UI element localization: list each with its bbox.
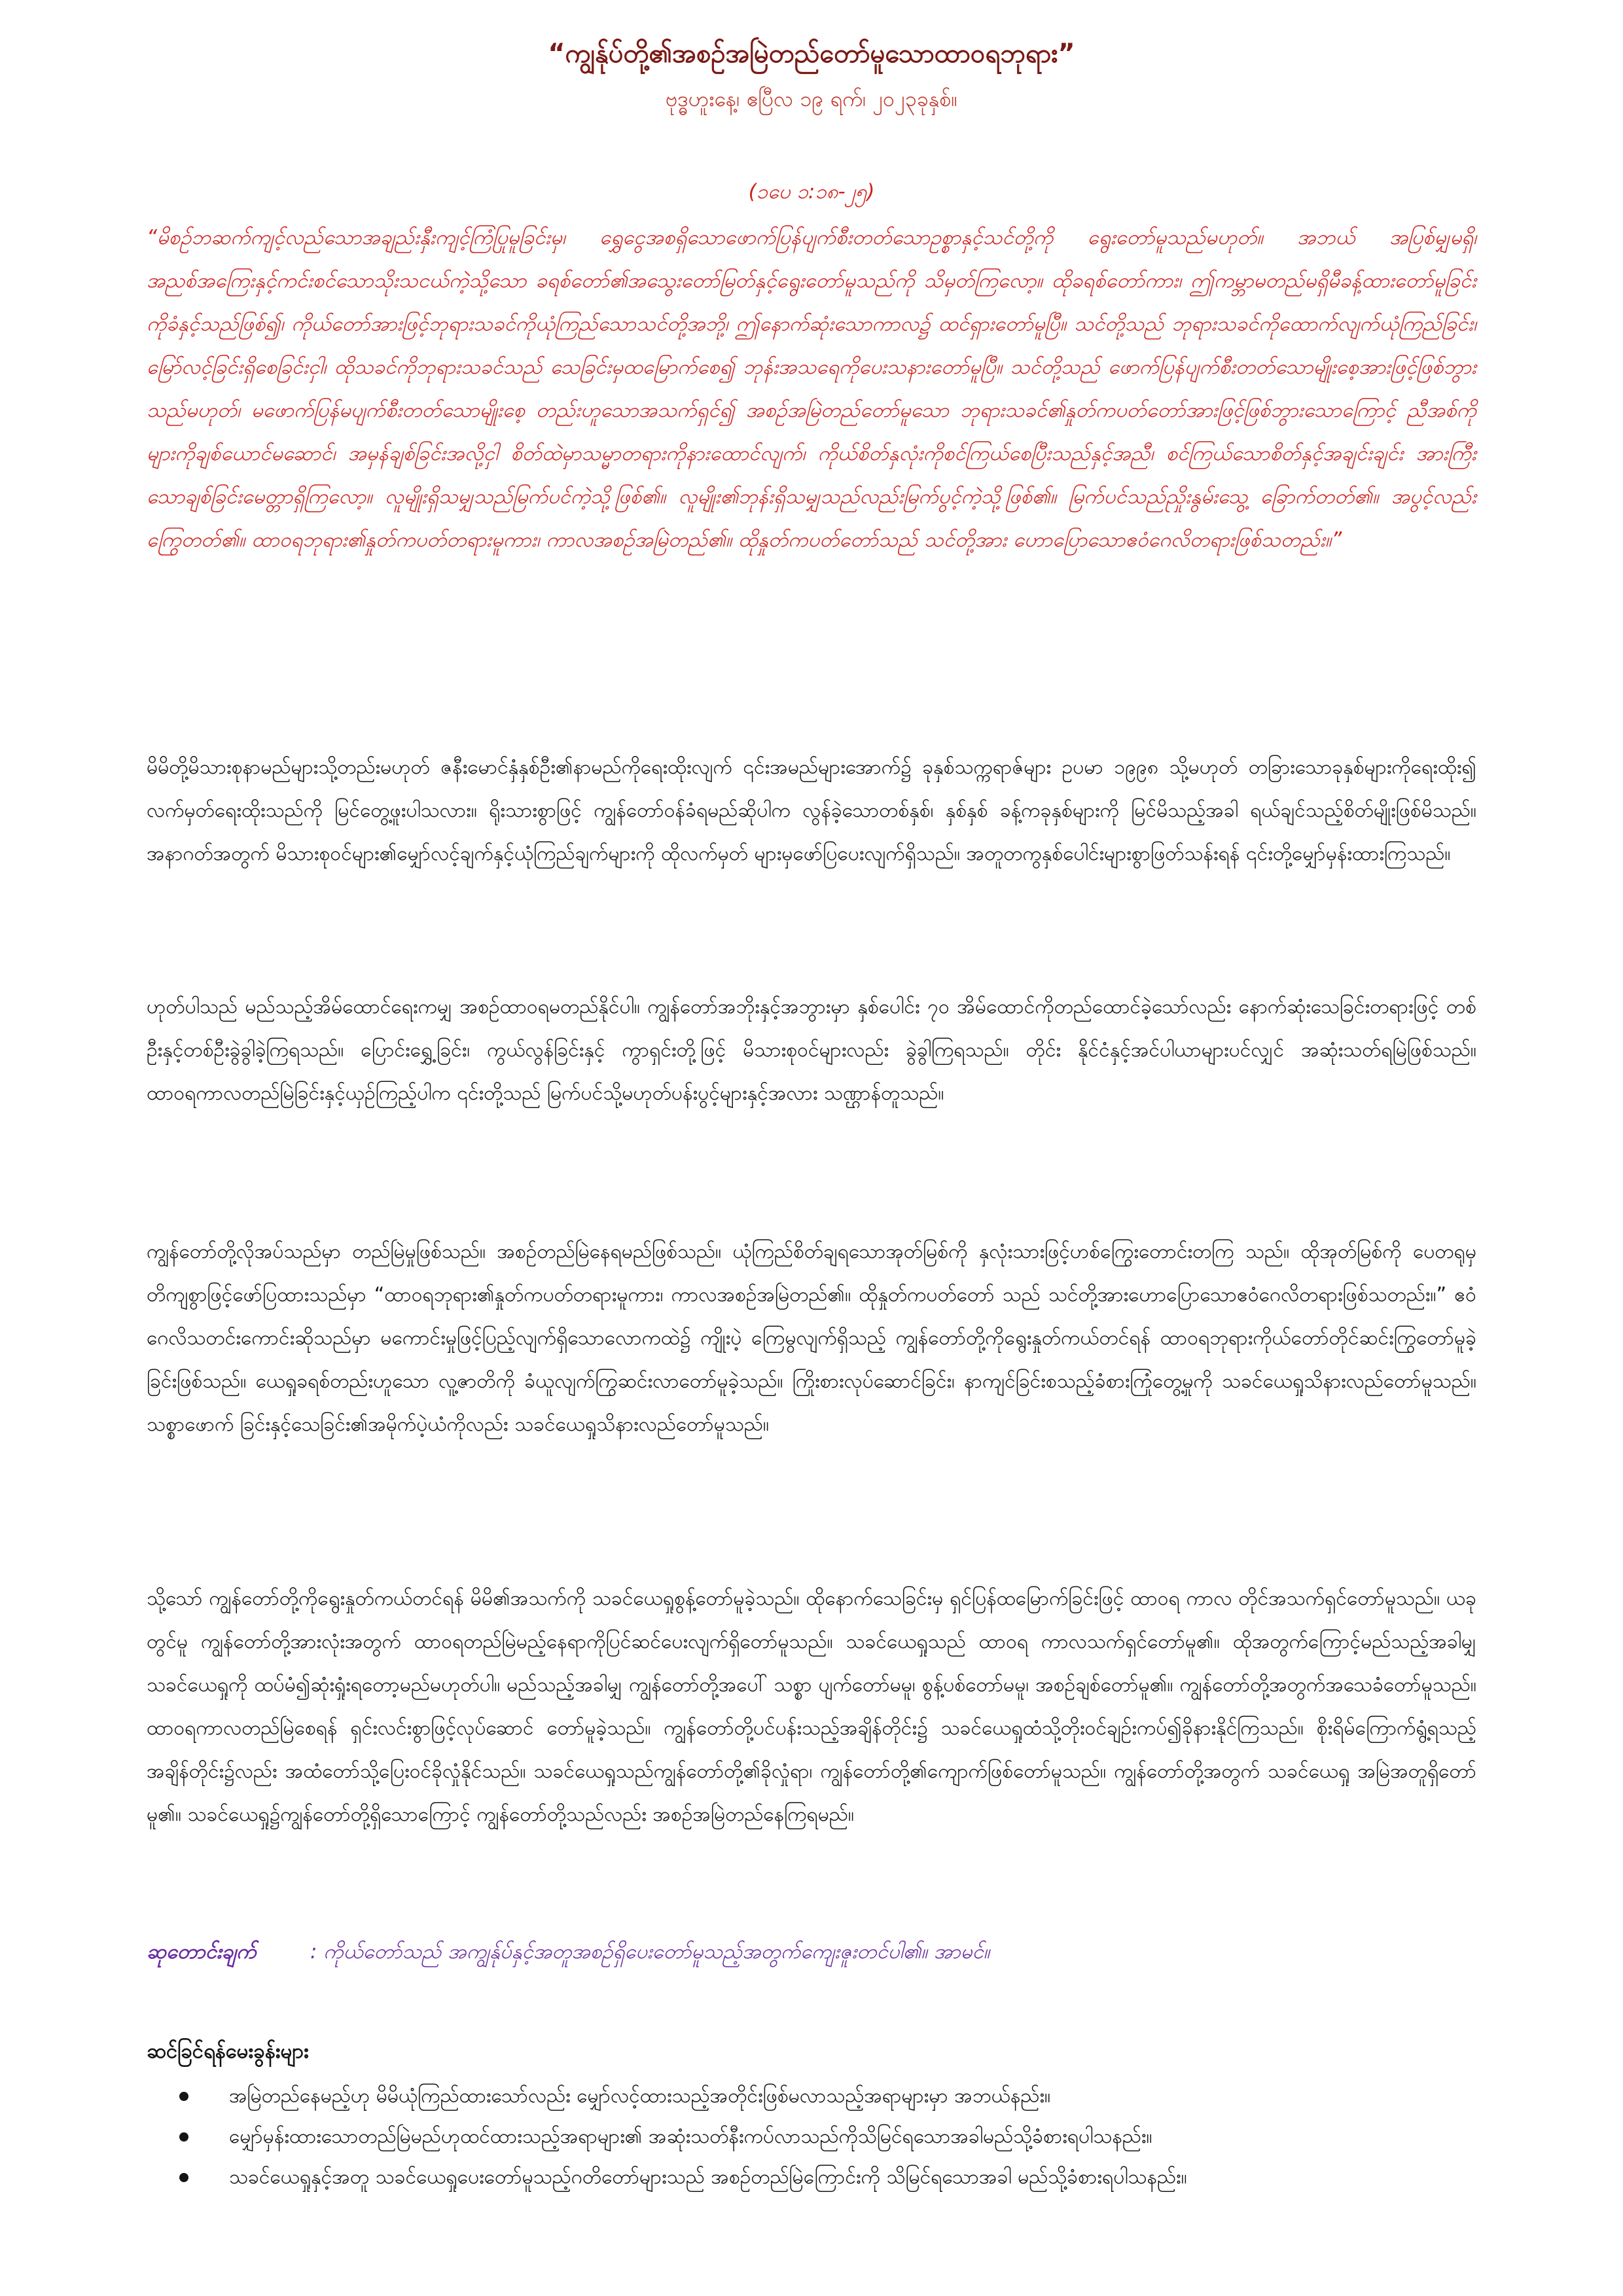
body-paragraph-2: ဟုတ်ပါသည် မည်သည့်အိမ်ထောင်ရေးကမျှ အစဉ်ထာဝရမတည်နိုင်ပါ။ ကျွန်တော်အဘိုးနှင့်အဘွားမှာ နှစ်ပေါင်း ၇၀ အိမ်ထောင်ကိုတည်ထောင်ခဲ့သော်လည်း နောက်ဆုံးသေခြင်းတရားဖြင့် တစ်ဦးနှင့်တစ်ဦးခွဲခွါခဲ့ကြရသည်။ ပြောင်းရွှေ့ခြင်း၊ ကွယ်လွန်ခြင်းနှင့် ကွာရှင်းတို့ဖြင့် မိသားစုဝင်များလည်း ခွဲခွါကြရသည်။ တိုင်း နိုင်ငံနှင့်အင်ပါယာများပင်လျှင် အဆုံးသတ်ရမြဲဖြစ်သည်။ ထာဝရကာလတည်မြဲခြင်းနှင့်ယှဉ်ကြည့်ပါက ၎င်းတို့သည် မြက်ပင်သို့မဟုတ်ပန်းပွင့်များနှင့်အလား သဏ္ဌာန်တူသည်။ xyxy=(147,996,1476,1105)
question-item xyxy=(147,2076,1476,2117)
question-item xyxy=(147,2117,1476,2157)
question-text: မျှော်မှန်းထားသောတည်မြဲမည်ဟုထင်ထားသည့်အရာများ၏ အဆုံးသတ်နီးကပ်လာသည်ကိုသိမြင်ရသောအခါမည်သို့ခံစားရပါသနည်း။ xyxy=(229,2125,1152,2148)
bullet-icon xyxy=(179,2092,188,2101)
questions-heading: ဆင်ခြင်ရန်မေးခွန်းများ xyxy=(147,2039,309,2063)
date-line: ဗုဒ္ဓဟူးနေ့၊ ဧပြီလ ၁၉ ရက်၊ ၂၀၂၃ခုနှစ်။ xyxy=(665,86,958,111)
scripture-reference: (၁ပေ ၁:၁၈-၂၅) xyxy=(748,180,875,204)
prayer-text: : ကိုယ်တော်သည် အကျွန်ုပ်နှင့်အတူအစဉ်ရှိပေးတော်မူသည့်အတွက်ကျေးဇူးတင်ပါ၏။ အာမင်။ xyxy=(310,1940,990,1964)
question-item xyxy=(147,2157,1476,2198)
bullet-icon xyxy=(179,2132,188,2142)
scripture-passage: “မိစဉ်ဘဆက်ကျင့်လည်သောအချည်းနှီးကျင့်ကြံပြုမူခြင်းမှ၊ ရွှေငွေအစရှိသောဖောက်ပြန်ပျက်စီးတတ်သောဥစ္စာနှင့်သင်တို့ကို ရွေးတော်မူသည်မဟုတ်။ အဘယ် အပြစ်မျှမရှိ၊ အညစ်အကြေးနှင့်ကင်းစင်သောသိုးသငယ်ကဲ့သို့သော ခရစ်တော်၏အသွေးတော်မြတ်နှင့်ရွေးတော်မူသည်ကို သိမှတ်ကြလော့။ ထိုခရစ်တော်ကား၊ ဤကမ္ဘာမတည်မရှိမီခန့်ထားတော်မူခြင်းကိုခံနှင့်သည်ဖြစ်၍၊ ကိုယ်တော်အားဖြင့်ဘုရားသခင်ကိုယုံကြည်သောသင်တို့အဘို့၊ ဤနောက်ဆုံးသောကာလ၌ ထင်ရှားတော်မူပြီ။ သင်တို့သည် ဘုရားသခင်ကိုထောက်လျက်ယုံကြည်ခြင်း၊ မြော်လင့်ခြင်းရှိစေခြင်းငှါ၊ ထိုသခင်ကိုဘုရားသခင်သည် သေခြင်းမှထမြောက်စေ၍ ဘုန်းအသရေကိုပေးသနားတော်မူပြီ။ သင်တို့သည် ဖောက်ပြန်ပျက်စီးတတ်သောမျိုးစေ့အားဖြင့်ဖြစ်ဘွားသည်မဟုတ်၊ မဖောက်ပြန်မပျက်စီးတတ်သောမျိုးစေ့ တည်းဟူသောအသက်ရှင်၍ အစဉ်အမြဲတည်တော်မူသော ဘုရားသခင်၏နှုတ်ကပတ်တော်အားဖြင့်ဖြစ်ဘွားသောကြောင့် ညီအစ်ကိုများကိုချစ်ယောင်မဆောင်၊ အမှန်ချစ်ခြင်းအလို့ငှါ စိတ်ထဲမှာသမ္မာတရားကိုနားထောင်လျက်၊ ကိုယ်စိတ်နှလုံးကိုစင်ကြယ်စေပြီးသည်နှင့်အညီ၊ စင်ကြယ်သောစိတ်နှင့်အချင်းချင်း အားကြီးသောချစ်ခြင်းမေတ္တာရှိကြလော့။ လူမျိုးရှိသမျှသည်မြက်ပင်ကဲ့သို့ဖြစ်၏။ လူမျိုး၏ဘုန်းရှိသမျှသည်လည်းမြက်ပွင့်ကဲ့သို့ဖြစ်၏။ မြက်ပင်သည်ညှိုးနွမ်းသွေ့ ခြောက်တတ်၏။ အပွင့်လည်းကြွေတတ်၏။ ထာဝရဘုရား၏နှုတ်ကပတ်တရားမူကား၊ ကာလအစဉ်အမြဲတည်၏။ ထိုနှုတ်ကပတ်တော်သည် သင်တို့အား ဟောပြောသောဧဝံဂေလိတရားဖြစ်သတည်း။” xyxy=(147,226,1476,552)
body-paragraph-3: ကျွန်တော်တို့လိုအပ်သည်မှာ တည်မြဲမှုဖြစ်သည်။ အစဉ်တည်မြဲနေရမည်ဖြစ်သည်။ ယုံကြည်စိတ်ချရသောအုတ်မြစ်ကို နှလုံးသားဖြင့်ဟစ်ကြွေးတောင်းတကြ သည်။ ထိုအုတ်မြစ်ကို ပေတရုမှတိကျစွာဖြင့်ဖော်ပြထားသည်မှာ “ထာဝရဘုရား၏နှုတ်ကပတ်တရားမူကား၊ ကာလအစဉ်အမြဲတည်၏။ ထိုနှုတ်ကပတ်တော် သည် သင်တို့အားဟောပြောသောဧဝံဂေလိတရားဖြစ်သတည်း။” ဧဝံဂေလိသတင်းကောင်းဆိုသည်မှာ မကောင်းမှုဖြင့်ပြည့်လျက်ရှိသောလောကထဲ၌ ကျိုးပဲ့ ကြေမွလျက်ရှိသည့် ကျွန်တော်တို့ကိုရွေးနှုတ်ကယ်တင်ရန် ထာဝရဘုရားကိုယ်တော်တိုင်ဆင်းကြွတော်မူခဲ့ခြင်းဖြစ်သည်။ ယေရှုခရစ်တည်းဟူသော လူ့ဇာတိကို ခံယူလျက်ကြွဆင်းလာတော်မူခဲ့သည်။ ကြိုးစားလုပ်ဆောင်ခြင်း၊ နာကျင်ခြင်းစသည့်ခံစားကြုံတွေ့မှုကို သခင်ယေရှုသိနားလည်တော်မူသည်။ သစ္စာဖောက် ခြင်းနှင့်သေခြင်း၏အမိုက်ပဲ့ယံကိုလည်း သခင်ယေရှုသိနားလည်တော်မူသည်။ xyxy=(147,1240,1476,1436)
question-text: သခင်ယေရှုနှင့်အတူ သခင်ယေရှုပေးတော်မူသည့်ဂတိတော်များသည် အစဉ်တည်မြဲကြောင်းကို သိမြင်ရသောအခါ မည်သို့ခံစားရပါသနည်း။ xyxy=(229,2166,1187,2189)
question-text: အမြဲတည်နေမည့်ဟု မိမိယုံကြည်ထားသော်လည်း မျှော်လင့်ထားသည့်အတိုင်းဖြစ်မလာသည့်အရာများမှာ အဘယ်နည်း။ xyxy=(229,2085,1051,2108)
page-title: “ကျွန်ုပ်တို့၏အစဉ်အမြဲတည်တော်မူသောထာဝရဘုရား” xyxy=(548,39,1075,69)
prayer-label: ဆုတောင်းချက် xyxy=(147,1940,257,1964)
bullet-icon xyxy=(179,2173,188,2182)
questions-list xyxy=(147,2076,1476,2198)
body-paragraph-1: မိမိတို့မိသားစုနာမည်များသို့တည်းမဟုတ် ဇနီးမောင်နှံနှစ်ဦး၏နာမည်ကိုရေးထိုးလျက် ၎င်းအမည်များအောက်၌ ခုနှစ်သက္ကရာဇ်များ ဥပမာ ၁၉၉၈ သို့မဟုတ် တခြားသောခုနှစ်များကိုရေးထိုး၍ လက်မှတ်ရေးထိုးသည်ကို မြင်တွေ့ဖူးပါသလား။ ရိုးသားစွာဖြင့် ကျွန်တော်ဝန်ခံရမည်ဆိုပါက လွန်ခဲ့သောတစ်နှစ်၊ နှစ်နှစ် ခန့်ကခုနှစ်များကို မြင်မိသည့်အခါ ရယ်ချင်သည့်စိတ်မျိုးဖြစ်မိသည်။ အနာဂတ်အတွက် မိသားစုဝင်များ၏မျှော်လင့်ချက်နှင့်ယုံကြည်ချက်များကို ထိုလက်မှတ် များမှဖော်ပြပေးလျက်ရှိသည်။ အတူတကွနှစ်ပေါင်းများစွာဖြတ်သန်းရန် ၎င်းတို့မျှော်မှန်းထားကြသည်။ xyxy=(147,756,1476,865)
prayer-section xyxy=(147,1932,1476,1971)
body-paragraph-4: သို့သော် ကျွန်တော်တို့ကိုရွေးနှုတ်ကယ်တင်ရန် မိမိ၏အသက်ကို သခင်ယေရှုစွန့်တော်မူခဲ့သည်။ ထိုနောက်သေခြင်းမှ ရှင်ပြန်ထမြောက်ခြင်းဖြင့် ထာဝရ ကာလ တိုင်အသက်ရှင်တော်မူသည်။ ယခုတွင်မူ ကျွန်တော်တို့အားလုံးအတွက် ထာဝရတည်မြဲမည့်နေရာကိုပြင်ဆင်ပေးလျက်ရှိတော်မူသည်။ သခင်ယေရှုသည် ထာဝရ ကာလသက်ရှင်တော်မူ၏။ ထိုအတွက်ကြောင့်မည်သည့်အခါမျှ သခင်ယေရှုကို ထပ်မံ၍ဆုံးရှုံးရတော့မည်မဟုတ်ပါ။ မည်သည့်အခါမျှ ကျွန်တော်တို့အပေါ် သစ္စာ ပျက်တော်မမူ၊ စွန့်ပစ်တော်မမူ၊ အစဉ်ချစ်တော်မူ၏။ ကျွန်တော်တို့အတွက်အသေခံတော်မူသည်။ ထာဝရကာလတည်မြဲစေရန် ရှင်းလင်းစွာဖြင့်လုပ်ဆောင် တော်မူခဲ့သည်။ ကျွန်တော်တို့ပင်ပန်းသည့်အချိန်တိုင်း၌ သခင်ယေရှုထံသို့တိုးဝင်ချဉ်းကပ်၍ခိုနားနိုင်ကြသည်။ စိုးရိမ်ကြောက်ရွံ့ရသည့်အချိန်တိုင်း၌လည်း အထံတော်သို့ပြေးဝင်ခိုလှုံနိုင်သည်။ သခင်ယေရှုသည်ကျွန်တော်တို့၏ခိုလှုံရာ၊ ကျွန်တော်တို့၏ကျောက်ဖြစ်တော်မူသည်။ ကျွန်တော်တို့အတွက် သခင်ယေရှု အမြဲအတူရှိတော်မူ၏။ သခင်ယေရှု၌ကျွန်တော်တို့ရှိသောကြောင့် ကျွန်တော်တို့သည်လည်း အစဉ်အမြဲတည်နေကြရမည်။ xyxy=(147,1587,1476,1826)
